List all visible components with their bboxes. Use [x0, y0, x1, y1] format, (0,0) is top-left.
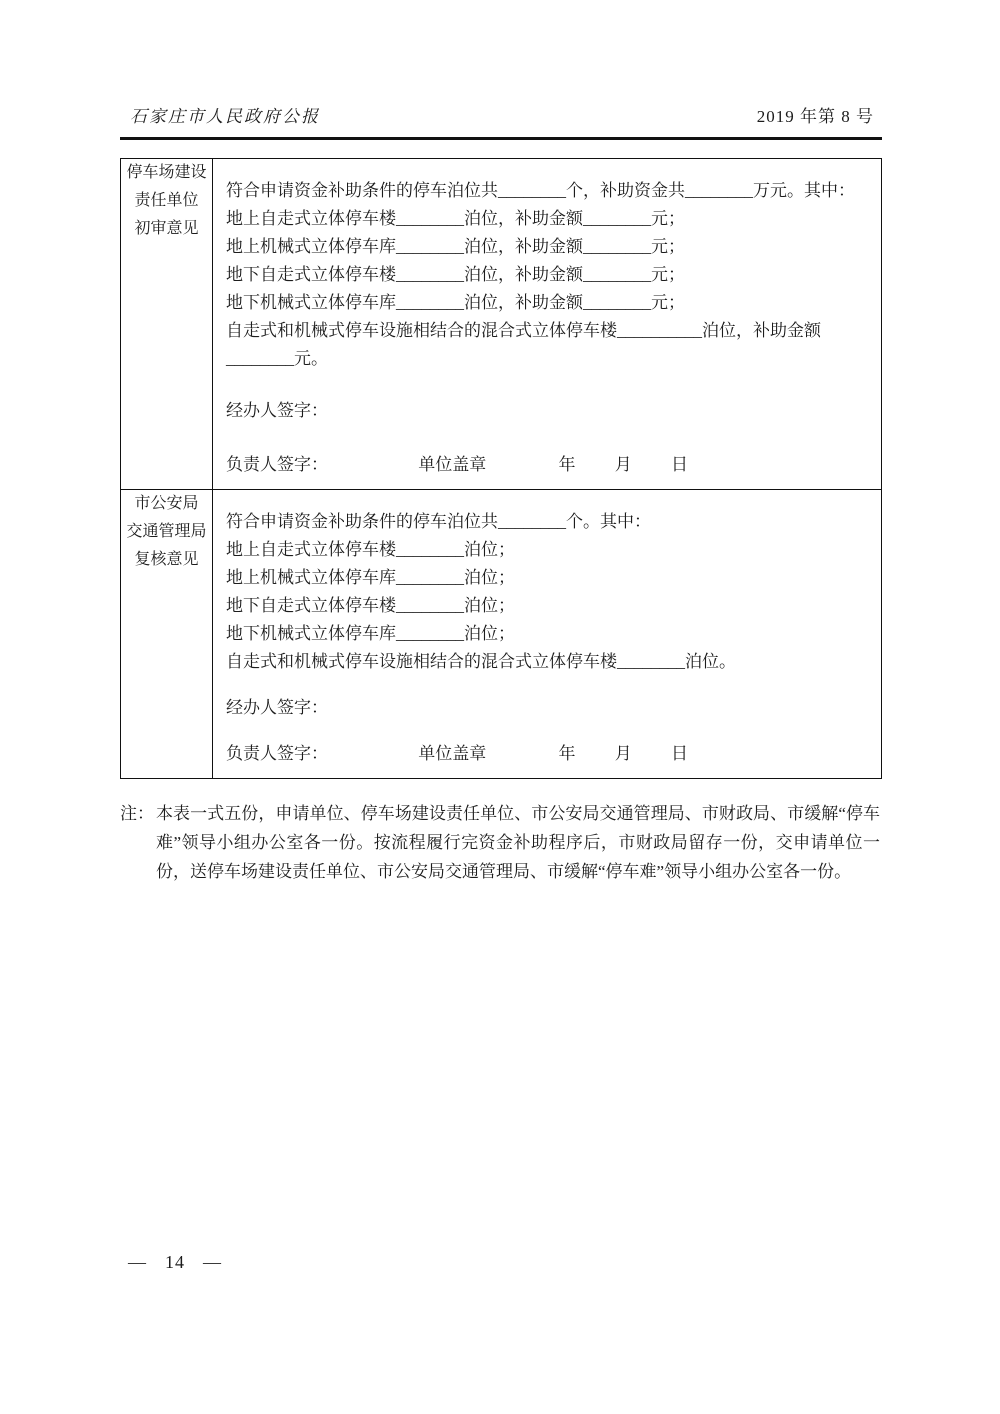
subsidy-review-form-table: [120, 158, 882, 779]
date-year-label: 年: [558, 455, 576, 474]
manager-signature-line: [226, 740, 869, 768]
table-row-recheck: [121, 490, 882, 779]
date-month-label: 月: [614, 455, 632, 474]
operator-signature-line: 经办人签字：: [226, 401, 328, 420]
label-line: 初审意见: [134, 220, 199, 237]
label-line: 市公安局: [134, 495, 199, 512]
manager-signature-label: 负责人签字：: [226, 744, 328, 763]
page-number-value: 14: [165, 1252, 185, 1272]
form-line: 地下自走式立体停车楼________泊位；: [226, 596, 515, 615]
label-line: 复核意见: [134, 551, 199, 568]
table-row-initial-review: [121, 159, 882, 490]
date-year-label: 年: [558, 744, 576, 763]
page-number: [128, 1252, 222, 1273]
page-number-left-dash: —: [128, 1252, 147, 1272]
date-month-label: 月: [614, 744, 632, 763]
initial-review-content-cell: [213, 159, 882, 490]
form-line: 地上机械式立体停车库________泊位，补助金额________元；: [226, 237, 685, 256]
label-line: 责任单位: [134, 192, 199, 209]
form-line: 地上自走式立体停车楼________泊位，补助金额________元；: [226, 209, 685, 228]
issue-number: 2019 年第 8 号: [756, 107, 874, 126]
manager-signature-line: [226, 451, 869, 479]
unit-seal-label: 单位盖章: [418, 455, 487, 474]
form-line: 自走式和机械式停车设施相结合的混合式立体停车楼__________泊位，补助金额________元。: [226, 321, 821, 368]
page-number-right-dash: —: [203, 1252, 222, 1272]
label-line: 停车场建设: [126, 164, 207, 181]
form-line: 地上机械式立体停车库________泊位；: [226, 568, 515, 587]
footnote-prefix: 注：: [120, 804, 154, 823]
form-line: 地下自走式立体停车楼________泊位，补助金额________元；: [226, 265, 685, 284]
page-content: [120, 104, 882, 886]
date-day-label: 日: [671, 455, 688, 474]
form-line: 符合申请资金补助条件的停车泊位共________个。其中：: [226, 512, 651, 531]
footnote-text: 本表一式五份，申请单位、停车场建设责任单位、市公安局交通管理局、市财政局、市缓解“停车难”领导小组办公室各一份。按流程履行完资金补助程序后，市财政局留存一份，交申请单位一份，送停车场建设责任单位、市公安局交通管理局、市缓解“停车难”领导小组办公室各一份。: [156, 804, 880, 881]
date-day-label: 日: [671, 744, 688, 763]
form-line: 自走式和机械式停车设施相结合的混合式立体停车楼________泊位。: [226, 652, 736, 671]
form-line: 地下机械式立体停车库________泊位，补助金额________元；: [226, 293, 685, 312]
footnote: [120, 799, 882, 886]
form-line: 符合申请资金补助条件的停车泊位共________个，补助资金共________万元。其中：: [226, 181, 855, 200]
header-divider-rule: [120, 137, 882, 140]
unit-seal-label: 单位盖章: [418, 744, 487, 763]
row-label-recheck: [121, 490, 213, 779]
recheck-content-cell: [213, 490, 882, 779]
operator-signature-line: 经办人签字：: [226, 698, 328, 717]
label-line: 交通管理局: [126, 523, 207, 540]
publication-title: 石家庄市人民政府公报: [130, 107, 320, 126]
manager-signature-label: 负责人签字：: [226, 455, 328, 474]
form-line: 地下机械式立体停车库________泊位；: [226, 624, 515, 643]
form-line: 地上自走式立体停车楼________泊位；: [226, 540, 515, 559]
running-header: [120, 104, 882, 130]
row-label-initial-review: [121, 159, 213, 490]
